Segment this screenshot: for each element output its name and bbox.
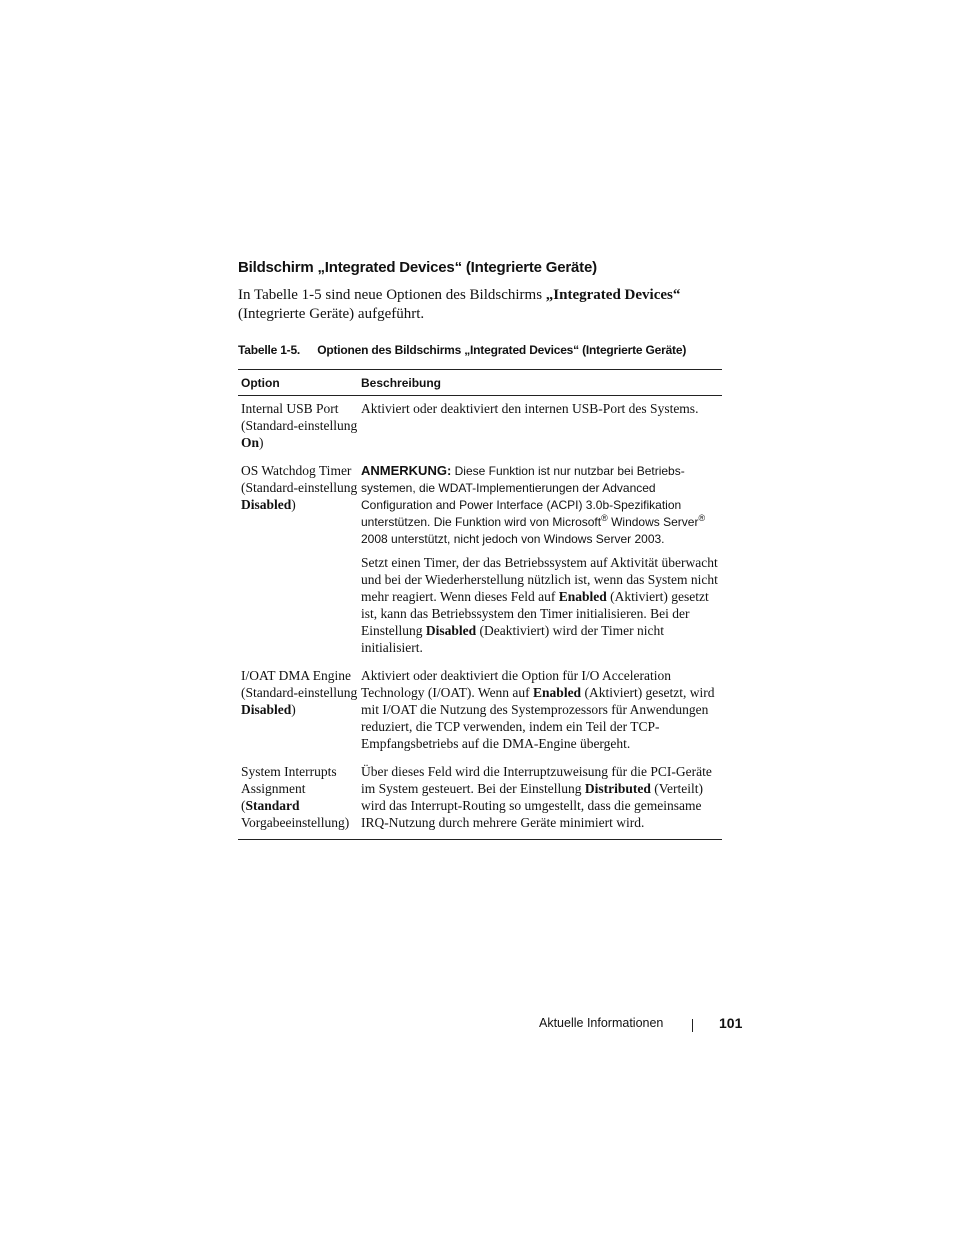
footer-section-label: Aktuelle Informationen: [539, 1016, 664, 1030]
note-block: ANMERKUNG: Diese Funktion ist nur nutzbar bei Betriebs-systemen, die WDAT-Implementierungen der Advanced Configuration and Power Interface (ACPI) 3.0b-Spezifikation unterstützen. Die Funktion wird von Microsoft® Windows Server® 2008 unterstützt, nicht jedoch von Windows Server 2003.: [361, 463, 706, 546]
description-cell: Aktiviert oder deaktiviert den internen USB-Port des Systems.: [361, 401, 699, 416]
table-caption-title: Optionen des Bildschirms „Integrated Devices“ (Integrierte Geräte): [317, 343, 687, 357]
option-cell: System Interrupts Assignment (Standard Vorgabeeinstellung): [241, 764, 350, 830]
intro-paragraph: In Tabelle 1-5 sind neue Optionen des Bildschirms „Integrated Devices“ (Integrierte Geräte) aufgeführt.: [238, 287, 681, 322]
description-text: Setzt einen Timer, der das Betriebssystem auf Aktivität überwacht und bei der Wiederherstellung nützlich ist, wenn das System nicht mehr reagiert. Wenn dieses Feld auf Enabled (Aktiviert) gesetzt ist, kann das Betriebssystem den Timer initialisieren. Bei der Einstellung Disabled (Deaktiviert) wird der Timer nicht initialisiert.: [361, 555, 718, 655]
option-cell: I/OAT DMA Engine (Standard-einstellung Disabled): [241, 668, 358, 717]
table-row: [238, 760, 722, 839]
description-cell: Über dieses Feld wird die Interruptzuweisung für die PCI-Geräte im System gesteuert. Bei der Einstellung Distributed (Verteilt) wird das Interrupt-Routing so umgestellt, dass die gemeinsame IRQ-Nutzung durch mehrere Geräte minimiert wird.: [361, 764, 712, 830]
section-heading: Bildschirm „Integrated Devices“ (Integrierte Geräte): [238, 259, 597, 276]
header-option: Option: [241, 375, 280, 390]
footer-divider: [692, 1019, 693, 1032]
table-caption: [238, 343, 686, 357]
options-table: [238, 369, 722, 840]
table-row: [238, 664, 722, 760]
option-cell: OS Watchdog Timer (Standard-einstellung Disabled): [241, 463, 358, 512]
table-header-row: [238, 370, 722, 396]
description-cell: [358, 462, 722, 656]
note-label: ANMERKUNG:: [361, 463, 452, 478]
option-cell: Internal USB Port (Standard-einstellung On): [241, 401, 358, 450]
table-row: [238, 396, 722, 459]
header-description: Beschreibung: [361, 375, 442, 390]
table-caption-number: Tabelle 1-5.: [238, 343, 301, 357]
table-row: [238, 459, 722, 664]
page-number: 101: [719, 1015, 743, 1031]
description-cell: Aktiviert oder deaktiviert die Option für I/O Acceleration Technology (I/OAT). Wenn auf Enabled (Aktiviert) gesetzt, wird mit I/OAT die Nutzung des Systemprozessors für Anwendungen reduziert, die TCP verwenden, indem ein Teil der TCP-Empfangsbetriebs auf die DMA-Engine übergeht.: [361, 668, 715, 751]
